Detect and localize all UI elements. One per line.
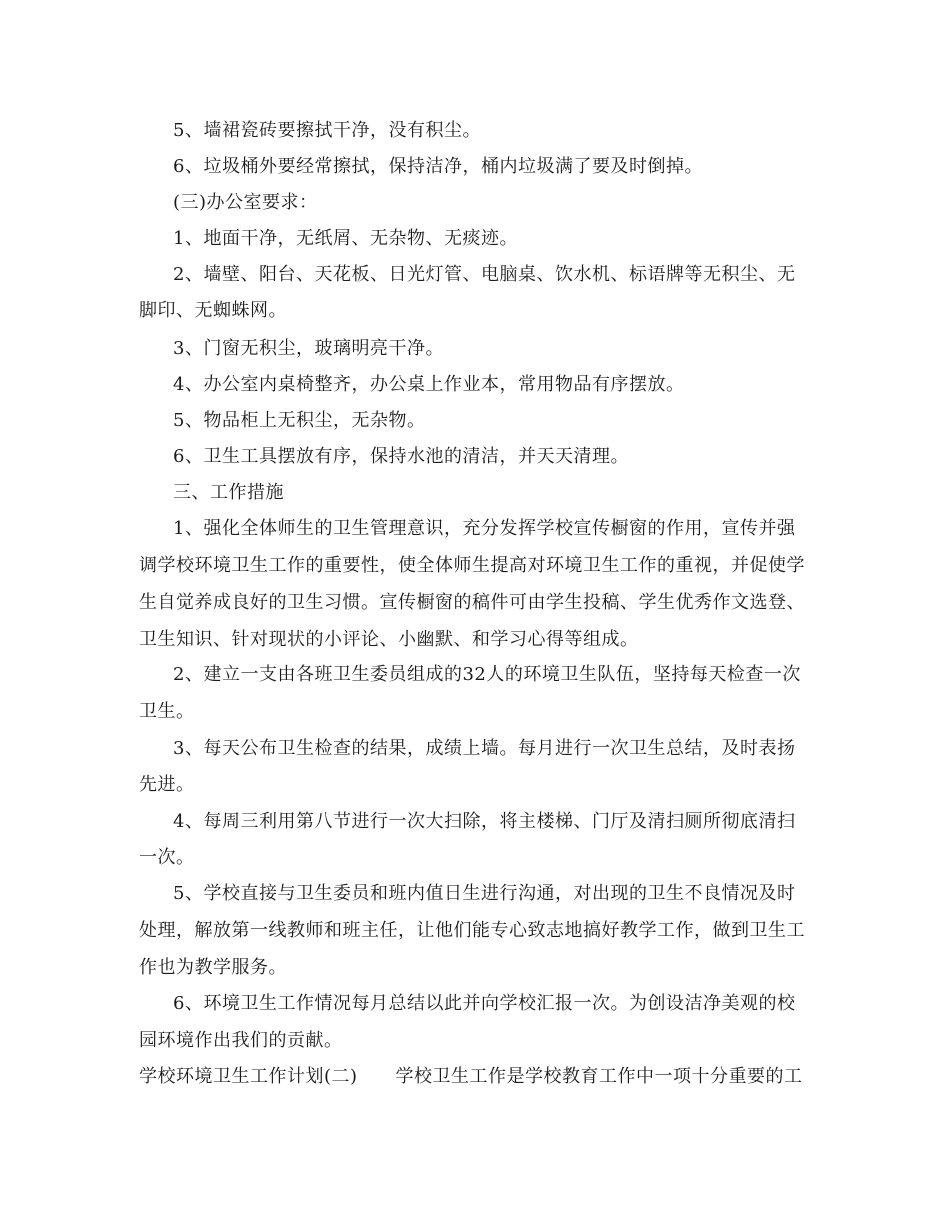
paragraph-line: 生自觉养成良好的卫生习惯。宣传橱窗的稿件可由学生投稿、学生优秀作文选登、 [139, 592, 805, 613]
next-section-text: 学校卫生工作是学校教育工作中一项十分重要的工 [395, 1066, 803, 1087]
paragraph-line: 5、墙裙瓷砖要擦拭干净，没有积尘。 [173, 120, 481, 141]
paragraph-line: 处理，解放第一线教师和班主任，让他们能专心致志地搞好教学工作，做到卫生工 [139, 920, 805, 941]
section-heading: 三、工作措施 [173, 482, 284, 503]
paragraph-line: 卫生知识、针对现状的小评论、小幽默、和学习心得等组成。 [139, 629, 639, 650]
footer-line [139, 1066, 803, 1088]
paragraph-line: 4、办公室内桌椅整齐，办公桌上作业本，常用物品有序摆放。 [173, 374, 685, 395]
paragraph-line: 作也为教学服务。 [139, 957, 287, 978]
paragraph-line: 4、每周三利用第八节进行一次大扫除，将主楼梯、门厅及清扫厕所彻底清扫 [173, 811, 796, 832]
paragraph-line: 2、墙壁、阳台、天花板、日光灯管、电脑桌、饮水机、标语牌等无积尘、无 [173, 264, 796, 285]
paragraph-line: 6、卫生工具摆放有序，保持水池的清洁，并天天清理。 [173, 446, 629, 467]
paragraph-line: 卫生。 [139, 701, 195, 722]
section-heading: (三)办公室要求： [173, 192, 318, 213]
paragraph-line: 6、垃圾桶外要经常擦拭，保持洁净，桶内垃圾满了要及时倒掉。 [173, 156, 703, 177]
paragraph-line: 园环境作出我们的贡献。 [139, 1030, 343, 1051]
paragraph-line: 调学校环境卫生工作的重要性，使全体师生提高对环境卫生工作的重视，并促使学 [139, 555, 805, 576]
paragraph-line: 3、门窗无积尘，玻璃明亮干净。 [173, 338, 444, 359]
paragraph-line: 先进。 [139, 774, 195, 795]
paragraph-line: 1、强化全体师生的卫生管理意识，充分发挥学校宣传橱窗的作用，宣传并强 [173, 518, 796, 539]
next-section-title: 学校环境卫生工作计划(二) [139, 1066, 358, 1087]
paragraph-line: 5、学校直接与卫生委员和班内值日生进行沟通，对出现的卫生不良情况及时 [173, 883, 796, 904]
paragraph-line: 2、建立一支由各班卫生委员组成的32人的环境卫生队伍，坚持每天检查一次 [173, 664, 801, 685]
paragraph-line: 1、地面干净，无纸屑、无杂物、无痰迹。 [173, 228, 518, 249]
paragraph-line: 5、物品柜上无积尘，无杂物。 [173, 410, 426, 431]
paragraph-line: 6、环境卫生工作情况每月总结以此并向学校汇报一次。为创设洁净美观的校 [173, 993, 796, 1014]
paragraph-line: 一次。 [139, 847, 195, 868]
paragraph-line: 3、每天公布卫生检查的结果，成绩上墙。每月进行一次卫生总结，及时表扬 [173, 738, 796, 759]
paragraph-line: 脚印、无蜘蛛网。 [139, 300, 287, 321]
